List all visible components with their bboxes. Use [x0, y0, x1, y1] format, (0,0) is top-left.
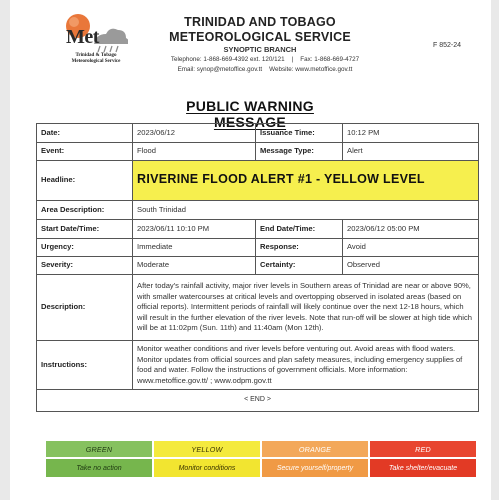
- severity-label: Severity:: [37, 257, 133, 275]
- table-row: [37, 239, 479, 257]
- end-datetime-label: End Date/Time:: [256, 220, 343, 239]
- warning-table: [36, 123, 479, 412]
- level-orange-name: ORANGE: [262, 441, 368, 457]
- message-type-label: Message Type:: [256, 143, 343, 161]
- issuance-time-value: 10:12 PM: [343, 124, 479, 143]
- table-row: [37, 201, 479, 220]
- end-datetime-value: 2023/06/12 05:00 PM: [343, 220, 479, 239]
- issuance-time-label: Issuance Time:: [256, 124, 343, 143]
- table-row: [37, 161, 479, 201]
- contact-phone-fax: Telephone: 1-868-669-4392 ext. 120/121 | Fax: 1-868-669-4727: [170, 56, 360, 63]
- response-label: Response:: [256, 239, 343, 257]
- start-datetime-value: 2023/06/11 10:10 PM: [133, 220, 256, 239]
- urgency-value: Immediate: [133, 239, 256, 257]
- urgency-label: Urgency:: [37, 239, 133, 257]
- level-yellow-action: Monitor conditions: [154, 459, 260, 477]
- table-row: [37, 275, 479, 341]
- level-red-name: RED: [370, 441, 476, 457]
- response-value: Avoid: [343, 239, 479, 257]
- description-label: Description:: [37, 275, 133, 341]
- date-label: Date:: [37, 124, 133, 143]
- description-value: After today's rainfall activity, major river levels in Southern areas of Trinidad are near or above 90%, with smaller watercourses at critical levels and overtopping observed in isolated areas (based on official reports). Intermittent periods of rainfall will likely continue over the next 12-18 hours, which will result in the further elevation of the river levels. Note that run-off will be slower at high tide which will be at 11:02pm (Sun. 11th) and 11:40am (Mon 12th).: [133, 275, 479, 341]
- severity-value: Moderate: [133, 257, 256, 275]
- headline-value: RIVERINE FLOOD ALERT #1 - YELLOW LEVEL: [137, 172, 425, 187]
- organization-name: TRINIDAD AND TOBAGO METEOROLOGICAL SERVICE: [169, 15, 351, 44]
- event-label: Event:: [37, 143, 133, 161]
- table-row: [37, 341, 479, 390]
- table-row: [37, 124, 479, 143]
- certainty-value: Observed: [343, 257, 479, 275]
- headline-label: Headline:: [37, 161, 133, 201]
- event-value: Flood: [133, 143, 256, 161]
- instructions-label: Instructions:: [37, 341, 133, 390]
- contact-info: [120, 55, 410, 75]
- table-row: [37, 390, 479, 412]
- level-green-action: Take no action: [46, 459, 152, 477]
- met-service-logo: [54, 10, 128, 68]
- level-red-action: Take shelter/evacuate: [370, 459, 476, 477]
- headline-cell: [133, 161, 479, 201]
- warning-document: [10, 0, 491, 500]
- level-green-name: GREEN: [46, 441, 152, 457]
- level-yellow-name: YELLOW: [154, 441, 260, 457]
- area-description-label: Area Description:: [37, 201, 133, 220]
- start-datetime-label: Start Date/Time:: [37, 220, 133, 239]
- date-value: 2023/06/12: [133, 124, 256, 143]
- contact-email-website: Email: synop@metoffice.gov.tt Website: www.metoffice.gov.tt: [177, 66, 353, 73]
- table-row: [37, 220, 479, 239]
- certainty-label: Certainty:: [256, 257, 343, 275]
- page-title: PUBLIC WARNING MESSAGE: [186, 98, 314, 130]
- logo-caption: Trinidad & Tobago Meteorological Service: [71, 53, 121, 64]
- logo-wordmark: Met: [66, 26, 99, 48]
- message-type-value: Alert: [343, 143, 479, 161]
- table-row: [37, 143, 479, 161]
- branch-name: SYNOPTIC BRANCH: [223, 45, 297, 54]
- form-code: F 852-24: [433, 42, 462, 49]
- end-marker: < END >: [37, 390, 479, 412]
- alert-level-scale: [46, 441, 476, 477]
- area-description-value: South Trinidad: [133, 201, 479, 220]
- level-orange-action: Secure yourself/property: [262, 459, 368, 477]
- table-row: [37, 257, 479, 275]
- instructions-value: Monitor weather conditions and river levels before venturing out. Avoid areas with flood waters. Monitor updates from official sources and plan safety measures, including emergency supplies of food and water. Follow the instructions of government officials. More information: www.metoffice.gov.tt/ ; www.odpm.gov.tt: [133, 341, 479, 390]
